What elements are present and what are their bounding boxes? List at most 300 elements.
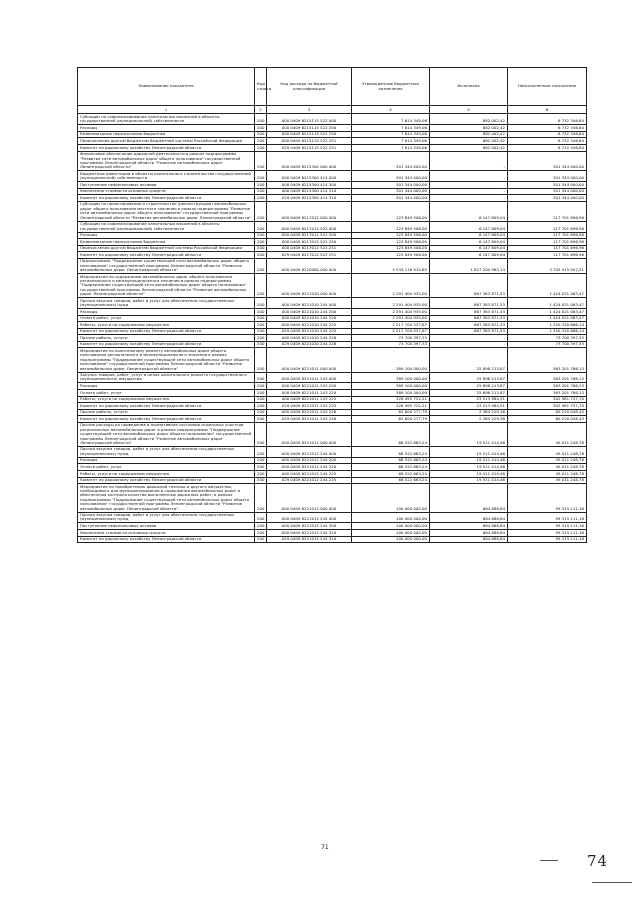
row-line-code: 200 bbox=[255, 396, 267, 403]
row-budget-code: 000 0409 6215115 522 251 bbox=[267, 138, 352, 145]
row-budget-code: 029 0409 6215115 522 251 bbox=[267, 145, 352, 152]
row-unexecuted: 6 732 346,64 bbox=[508, 145, 587, 152]
row-unexecuted: 301 344 000,00 bbox=[508, 182, 587, 189]
row-unexecuted: 302 981 737,70 bbox=[508, 396, 587, 403]
table-row bbox=[78, 258, 587, 273]
row-budget-code: 000 0409 6221012 244 225 bbox=[267, 470, 352, 477]
row-name: Бюджетные инвестиции в объекты капитального строительства государственной (муниципальной) собственности bbox=[78, 171, 255, 182]
row-approved: 100 000 000,00 bbox=[352, 530, 430, 537]
row-approved: 68 522 663,24 bbox=[352, 446, 430, 457]
row-unexecuted: 301 344 000,00 bbox=[508, 151, 587, 171]
row-executed: 882 002,42 bbox=[430, 131, 508, 138]
row-approved: 2 217 704 537,67 bbox=[352, 328, 430, 335]
row-name: Поступление нефинансовых активов bbox=[78, 523, 255, 530]
row-executed: 1 827 200 963,14 bbox=[430, 258, 508, 273]
row-budget-code: 000 0409 6221011 243 225 bbox=[267, 396, 352, 403]
row-name: Расходы bbox=[78, 232, 255, 239]
row-executed: 882 002,42 bbox=[430, 145, 508, 152]
row-line-code: 200 bbox=[255, 145, 267, 152]
row-unexecuted: 99 315 111,16 bbox=[508, 530, 587, 537]
row-name: Работы, услуги по содержанию имущества bbox=[78, 322, 255, 329]
row-line-code: 200 bbox=[255, 201, 267, 221]
row-budget-code: 029 0409 6221011 243 226 bbox=[267, 416, 352, 423]
row-executed: - bbox=[430, 171, 508, 182]
row-unexecuted: 49 011 248,78 bbox=[508, 470, 587, 477]
row-unexecuted: 99 315 111,16 bbox=[508, 484, 587, 512]
row-name: Оплата работ, услуг bbox=[78, 464, 255, 471]
row-line-code: 200 bbox=[255, 221, 267, 232]
row-executed: 867 383 871,53 bbox=[430, 298, 508, 309]
row-line-code: 200 bbox=[255, 328, 267, 335]
header-indicator-name: Наименование показателя bbox=[78, 68, 255, 106]
row-unexecuted: 3 705 915 947,51 bbox=[508, 258, 587, 273]
row-executed: - bbox=[430, 182, 508, 189]
row-unexecuted: 6 732 346,64 bbox=[508, 131, 587, 138]
row-unexecuted: 117 701 696,96 bbox=[508, 221, 587, 232]
row-executed: 25 898 213,87 bbox=[430, 383, 508, 390]
row-approved: 62 604 277,79 bbox=[352, 409, 430, 416]
row-line-code: 200 bbox=[255, 315, 267, 322]
row-name: Расходы bbox=[78, 125, 255, 132]
row-name: Комитет по дорожному хозяйству Ленинградской области bbox=[78, 477, 255, 484]
row-executed: 2 384 229,36 bbox=[430, 409, 508, 416]
row-name: Комитет по дорожному хозяйству Ленинградской области bbox=[78, 403, 255, 410]
row-unexecuted: 1 424 021 063,47 bbox=[508, 298, 587, 309]
row-executed: 25 898 213,87 bbox=[430, 390, 508, 397]
row-name: Оплата работ, услуг bbox=[78, 315, 255, 322]
row-unexecuted: 99 315 111,16 bbox=[508, 512, 587, 523]
budget-report-sheet bbox=[77, 67, 586, 543]
row-approved: 389 100 000,00 bbox=[352, 372, 430, 383]
row-executed: 19 511 414,46 bbox=[430, 422, 508, 446]
row-name: Комитет по дорожному хозяйству Ленинградской области bbox=[78, 195, 255, 202]
header-budget-code: Код расхода по бюджетной классификации bbox=[267, 68, 352, 106]
row-budget-code: 000 0409 6221011 243 200 bbox=[267, 383, 352, 390]
row-unexecuted: 49 011 248,78 bbox=[508, 464, 587, 471]
row-approved: 123 849 506,00 bbox=[352, 252, 430, 259]
table-row bbox=[78, 151, 587, 171]
row-line-code: 200 bbox=[255, 252, 267, 259]
row-unexecuted: 1 350 320 666,14 bbox=[508, 328, 587, 335]
row-approved: 2 217 704 537,67 bbox=[352, 322, 430, 329]
row-line-code: 200 bbox=[255, 182, 267, 189]
row-approved: 7 614 349,06 bbox=[352, 125, 430, 132]
row-unexecuted: 363 201 786,13 bbox=[508, 348, 587, 372]
row-line-code: 200 bbox=[255, 298, 267, 309]
row-approved: 7 614 349,06 bbox=[352, 131, 430, 138]
row-name: Комитет по дорожному хозяйству Ленинградской области bbox=[78, 536, 255, 543]
row-unexecuted: 363 201 786,13 bbox=[508, 372, 587, 383]
row-name: Безвозмездные перечисления бюджетам bbox=[78, 239, 255, 246]
handwritten-sheet-number: 74 bbox=[587, 852, 609, 870]
row-approved: 123 849 506,00 bbox=[352, 239, 430, 246]
row-budget-code: 029 0409 6221011 243 225 bbox=[267, 403, 352, 410]
row-executed: 684 888,84 bbox=[430, 536, 508, 543]
row-line-code: 200 bbox=[255, 390, 267, 397]
row-name: Комитет по дорожному хозяйству Ленинградской области bbox=[78, 341, 255, 348]
row-budget-code: 029 0409 6215300 414 310 bbox=[267, 195, 352, 202]
row-line-code: 200 bbox=[255, 464, 267, 471]
row-executed: 6 147 809,04 bbox=[430, 201, 508, 221]
row-name: Поступление нефинансовых активов bbox=[78, 182, 255, 189]
row-unexecuted: 73 700 397,33 bbox=[508, 335, 587, 342]
row-approved: 389 100 000,00 bbox=[352, 383, 430, 390]
table-row bbox=[78, 114, 587, 125]
row-name: Подпрограмма "Поддержание существующей сети автомобильных дорог общего пользования" государственной программы Ленинградской области "Развитие автомобильных дорог Ленинградской области" bbox=[78, 258, 255, 273]
row-name: Перечисления другим бюджетам бюджетной системы Российской Федерации bbox=[78, 245, 255, 252]
row-name: Прочие работы, услуги bbox=[78, 409, 255, 416]
row-unexecuted: 117 701 696,96 bbox=[508, 252, 587, 259]
row-unexecuted: 1 350 320 666,14 bbox=[508, 322, 587, 329]
row-unexecuted: 117 701 696,96 bbox=[508, 239, 587, 246]
row-name: Комитет по дорожному хозяйству Ленинградской области bbox=[78, 328, 255, 335]
row-approved: 7 614 349,06 bbox=[352, 145, 430, 152]
row-name: Работы, услуги по содержанию имущества bbox=[78, 470, 255, 477]
row-approved: 389 100 000,00 bbox=[352, 348, 430, 372]
row-executed: 19 511 414,46 bbox=[430, 470, 508, 477]
table-row bbox=[78, 221, 587, 232]
row-line-code: 200 bbox=[255, 171, 267, 182]
row-approved: 100 000 000,00 bbox=[352, 523, 430, 530]
row-unexecuted: 99 315 111,16 bbox=[508, 536, 587, 543]
row-budget-code: 000 0409 6221012 000 000 bbox=[267, 422, 352, 446]
row-unexecuted: 49 011 248,78 bbox=[508, 422, 587, 446]
row-approved: 301 344 000,00 bbox=[352, 195, 430, 202]
row-line-code: 200 bbox=[255, 470, 267, 477]
row-executed: 867 383 871,53 bbox=[430, 309, 508, 316]
row-line-code: 200 bbox=[255, 403, 267, 410]
row-approved: 7 614 349,06 bbox=[352, 114, 430, 125]
row-approved: 62 604 277,79 bbox=[352, 416, 430, 423]
row-name: Прочая закупка товаров, работ и услуг для обеспечения государственных (муниципальных) нужд bbox=[78, 298, 255, 309]
row-line-code: 200 bbox=[255, 138, 267, 145]
row-line-code: 200 bbox=[255, 322, 267, 329]
row-line-code: 200 bbox=[255, 195, 267, 202]
table-row bbox=[78, 171, 587, 182]
row-unexecuted: 302 981 737,70 bbox=[508, 403, 587, 410]
row-unexecuted: 363 201 786,13 bbox=[508, 383, 587, 390]
row-executed: 882 002,42 bbox=[430, 125, 508, 132]
header-approved: Утвержденные бюджетные назначения bbox=[352, 68, 430, 106]
row-name: Прочие расходы на приведение в нормативное состояние отдельных участков региональных автомобильных дорог в рамках подпрограммы "Поддержание существующей сети автомобильных дорог общего пользования" государственной программы Ленинградской области "Развитие автомобильных дорог Ленинградской области" bbox=[78, 422, 255, 446]
table-row bbox=[78, 201, 587, 221]
row-executed: 6 147 809,04 bbox=[430, 252, 508, 259]
table-row bbox=[78, 372, 587, 383]
row-budget-code: 029 0409 6221015 244 310 bbox=[267, 536, 352, 543]
row-executed: 867 383 871,53 bbox=[430, 274, 508, 298]
row-budget-code: 000 0409 6215115 522 000 bbox=[267, 114, 352, 125]
row-executed: 19 511 414,46 bbox=[430, 477, 508, 484]
row-name: Расходы bbox=[78, 309, 255, 316]
row-budget-code: 029 0409 6217012 522 251 bbox=[267, 252, 352, 259]
row-name: Субсидии на проектирование и строительство (реконструкцию) автомобильных дорог общего пользования местного значения в рамках подпрограммы "Развитие сети автомобильных дорог общего пользования" государственной программы Ленинградской области "Развитие автомобильных дорог Ленинградской области" bbox=[78, 201, 255, 221]
row-line-code: 200 bbox=[255, 422, 267, 446]
row-name: Закупка товаров, работ, услуг в целях капитального ремонта государственного (муниципального) имущества bbox=[78, 372, 255, 383]
row-executed: 882 002,42 bbox=[430, 114, 508, 125]
row-unexecuted: 49 011 248,78 bbox=[508, 477, 587, 484]
row-executed: - bbox=[430, 341, 508, 348]
row-executed: - bbox=[430, 188, 508, 195]
header-line-code: Код строки bbox=[255, 68, 267, 106]
row-budget-code: 000 0409 6215300 414 310 bbox=[267, 188, 352, 195]
row-approved: 301 344 000,00 bbox=[352, 188, 430, 195]
row-executed: 19 511 414,46 bbox=[430, 457, 508, 464]
row-line-code: 200 bbox=[255, 245, 267, 252]
row-line-code: 200 bbox=[255, 239, 267, 246]
row-budget-code: 000 0409 6221012 244 200 bbox=[267, 457, 352, 464]
row-executed: 684 888,84 bbox=[430, 523, 508, 530]
row-budget-code: 000 0409 6217012 522 200 bbox=[267, 232, 352, 239]
row-name: Перечисления другим бюджетам бюджетной системы Российской Федерации bbox=[78, 138, 255, 145]
table-row bbox=[78, 536, 587, 543]
row-executed: 25 898 213,87 bbox=[430, 372, 508, 383]
row-budget-code: 000 0409 6221010 244 000 bbox=[267, 298, 352, 309]
row-unexecuted: 6 732 346,64 bbox=[508, 114, 587, 125]
row-name: Мероприятия по содержанию автомобильных дорог общего пользования регионального и межмуниципального значения в рамках подпрограммы "Поддержание существующей сети автомобильных дорог общего пользования" государственной программы Ленинградской области "Развитие автомобильных дорог Ленинградской области" bbox=[78, 274, 255, 298]
row-line-code: 200 bbox=[255, 348, 267, 372]
row-name: Субсидии на софинансирование капитальных вложений в объекты государственной (муниципальной) собственности bbox=[78, 221, 255, 232]
row-name: Расходы bbox=[78, 383, 255, 390]
row-budget-code: 000 0409 6221015 000 000 bbox=[267, 484, 352, 512]
row-unexecuted: 49 011 248,78 bbox=[508, 446, 587, 457]
row-unexecuted: 73 700 397,33 bbox=[508, 341, 587, 348]
row-budget-code: 000 0409 6217012 522 000 bbox=[267, 221, 352, 232]
row-executed: - bbox=[430, 335, 508, 342]
table-body bbox=[78, 114, 587, 543]
row-name: Оплата работ, услуг bbox=[78, 390, 255, 397]
row-line-code: 200 bbox=[255, 309, 267, 316]
row-budget-code: 000 0409 6215300 414 000 bbox=[267, 171, 352, 182]
row-unexecuted: 117 701 696,96 bbox=[508, 232, 587, 239]
row-executed: - bbox=[430, 151, 508, 171]
row-line-code: 200 bbox=[255, 131, 267, 138]
row-executed: 2 384 229,36 bbox=[430, 416, 508, 423]
row-line-code: 200 bbox=[255, 274, 267, 298]
row-executed: 6 147 809,04 bbox=[430, 232, 508, 239]
row-approved: 123 849 506,00 bbox=[352, 201, 430, 221]
row-budget-code: 000 0409 6221015 244 310 bbox=[267, 530, 352, 537]
row-line-code: 200 bbox=[255, 341, 267, 348]
row-name: Комитет по дорожному хозяйству Ленинградской области bbox=[78, 145, 255, 152]
row-approved: 100 000 000,00 bbox=[352, 512, 430, 523]
row-approved: 123 849 506,00 bbox=[352, 232, 430, 239]
row-budget-code: 000 0409 6221010 244 200 bbox=[267, 309, 352, 316]
row-budget-code: 000 0409 6215300 000 000 bbox=[267, 151, 352, 171]
table-row bbox=[78, 446, 587, 457]
row-budget-code: 000 0409 6221011 243 220 bbox=[267, 390, 352, 397]
row-unexecuted: 99 315 111,16 bbox=[508, 523, 587, 530]
row-executed: 684 888,84 bbox=[430, 512, 508, 523]
row-executed: 23 513 984,51 bbox=[430, 403, 508, 410]
row-unexecuted: 301 344 000,00 bbox=[508, 188, 587, 195]
row-executed: 867 383 871,53 bbox=[430, 322, 508, 329]
row-unexecuted: 117 701 696,96 bbox=[508, 245, 587, 252]
row-unexecuted: 1 424 021 063,47 bbox=[508, 274, 587, 298]
row-executed: 684 888,84 bbox=[430, 530, 508, 537]
row-approved: 100 000 000,00 bbox=[352, 484, 430, 512]
row-budget-code: 000 0409 6215115 522 200 bbox=[267, 125, 352, 132]
row-line-code: 200 bbox=[255, 477, 267, 484]
row-unexecuted: 6 732 346,64 bbox=[508, 138, 587, 145]
row-budget-code: 000 0409 6217012 522 250 bbox=[267, 239, 352, 246]
stamp-dash-left bbox=[540, 860, 558, 861]
row-name: Безвозмездные перечисления бюджетам bbox=[78, 131, 255, 138]
row-line-code: 200 bbox=[255, 523, 267, 530]
column-number: 5 bbox=[430, 106, 508, 114]
row-name: Расходы bbox=[78, 457, 255, 464]
row-line-code: 200 bbox=[255, 232, 267, 239]
row-name: Увеличение стоимости основных средств bbox=[78, 530, 255, 537]
page-number: 71 bbox=[321, 844, 329, 851]
row-approved: 301 344 000,00 bbox=[352, 182, 430, 189]
row-budget-code: 000 0409 6221010 000 000 bbox=[267, 274, 352, 298]
row-budget-code: 029 0409 6221010 244 226 bbox=[267, 341, 352, 348]
row-line-code: 200 bbox=[255, 512, 267, 523]
row-name: Прочая закупка товаров, работ и услуг для обеспечения государственных (муниципальных) нужд bbox=[78, 512, 255, 523]
row-unexecuted: 60 220 048,43 bbox=[508, 409, 587, 416]
row-approved: 326 495 722,21 bbox=[352, 403, 430, 410]
row-name: Мероприятия по приобретению дорожной техники и другого имущества, необходимого для функционирования и содержания автомобильных дорог и обеспечения контроля качества выполненных дорожных работ, в рамках подпрограммы "Поддержание существующей сети автомобильных дорог общего пользования" государственной программы Ленинградской области "Развитие автомобильных дорог Ленинградской области" bbox=[78, 484, 255, 512]
row-budget-code: 000 0409 6221010 244 220 bbox=[267, 315, 352, 322]
header-unexecuted: Неисполненные назначения bbox=[508, 68, 587, 106]
row-approved: 68 522 663,24 bbox=[352, 470, 430, 477]
row-budget-code: 029 0409 6221010 244 225 bbox=[267, 328, 352, 335]
row-unexecuted: 60 220 048,43 bbox=[508, 416, 587, 423]
row-line-code: 200 bbox=[255, 335, 267, 342]
row-unexecuted: 363 201 786,13 bbox=[508, 390, 587, 397]
row-approved: 389 100 000,00 bbox=[352, 390, 430, 397]
column-number: 2 bbox=[255, 106, 267, 114]
row-name: Прочая закупка товаров, работ и услуг для обеспечения государственных (муниципальных) нужд bbox=[78, 446, 255, 457]
row-budget-code: 000 0409 6217012 522 251 bbox=[267, 245, 352, 252]
row-executed: 684 888,84 bbox=[430, 484, 508, 512]
row-approved: 2 291 404 935,00 bbox=[352, 298, 430, 309]
row-budget-code: 000 0409 6221012 244 220 bbox=[267, 464, 352, 471]
table-row bbox=[78, 484, 587, 512]
row-approved: 5 533 116 910,65 bbox=[352, 258, 430, 273]
row-name: Прочие работы, услуги bbox=[78, 335, 255, 342]
column-number: 1 bbox=[78, 106, 255, 114]
stamp-dash-right bbox=[592, 882, 632, 883]
row-line-code: 200 bbox=[255, 416, 267, 423]
row-approved: 68 522 663,24 bbox=[352, 477, 430, 484]
row-name: Мероприятия по капитальному ремонту автомобильных дорог общего пользования регионального и межмуниципального значения в рамках подпрограммы "Поддержание существующей сети автомобильных дорог общего пользования" государственной программы Ленинградской области "Развитие автомобильных дорог Ленинградской области" bbox=[78, 348, 255, 372]
table-row bbox=[78, 298, 587, 309]
row-budget-code: 000 0409 6221015 244 000 bbox=[267, 512, 352, 523]
row-approved: 68 522 663,24 bbox=[352, 457, 430, 464]
row-unexecuted: 301 344 000,00 bbox=[508, 195, 587, 202]
row-budget-code: 000 0409 6221010 244 226 bbox=[267, 335, 352, 342]
row-line-code: 200 bbox=[255, 457, 267, 464]
row-budget-code: 000 0409 6221015 244 300 bbox=[267, 523, 352, 530]
budget-execution-table bbox=[77, 67, 587, 543]
table-row bbox=[78, 512, 587, 523]
row-line-code: 200 bbox=[255, 536, 267, 543]
row-executed: 882 002,42 bbox=[430, 138, 508, 145]
row-approved: 73 700 397,33 bbox=[352, 341, 430, 348]
row-executed: 19 511 414,46 bbox=[430, 464, 508, 471]
row-line-code: 200 bbox=[255, 530, 267, 537]
row-approved: 68 522 663,24 bbox=[352, 422, 430, 446]
row-name: Комитет по дорожному хозяйству Ленинградской области bbox=[78, 252, 255, 259]
row-approved: 123 849 506,00 bbox=[352, 245, 430, 252]
row-line-code: 200 bbox=[255, 446, 267, 457]
row-approved: 301 344 000,00 bbox=[352, 151, 430, 171]
row-approved: 7 614 349,06 bbox=[352, 138, 430, 145]
row-executed: 25 898 213,87 bbox=[430, 348, 508, 372]
row-unexecuted: 49 011 248,78 bbox=[508, 457, 587, 464]
row-budget-code: 029 0409 6221012 244 225 bbox=[267, 477, 352, 484]
row-budget-code: 000 0409 6217012 000 000 bbox=[267, 201, 352, 221]
row-approved: 123 849 506,00 bbox=[352, 221, 430, 232]
row-budget-code: 000 0409 6221010 244 225 bbox=[267, 322, 352, 329]
row-line-code: 200 bbox=[255, 484, 267, 512]
row-line-code: 200 bbox=[255, 188, 267, 195]
row-unexecuted: 301 344 000,00 bbox=[508, 171, 587, 182]
row-approved: 2 291 404 935,00 bbox=[352, 274, 430, 298]
row-budget-code: 000 0409 6221011 000 000 bbox=[267, 348, 352, 372]
row-name: Комитет по дорожному хозяйству Ленинградской области bbox=[78, 416, 255, 423]
row-approved: 2 291 404 935,00 bbox=[352, 315, 430, 322]
row-approved: 326 495 722,21 bbox=[352, 396, 430, 403]
row-line-code: 200 bbox=[255, 409, 267, 416]
row-approved: 68 522 663,24 bbox=[352, 464, 430, 471]
row-unexecuted: 1 424 021 063,47 bbox=[508, 309, 587, 316]
row-line-code: 200 bbox=[255, 258, 267, 273]
row-line-code: 200 bbox=[255, 151, 267, 171]
header-row bbox=[78, 68, 587, 106]
row-line-code: 200 bbox=[255, 383, 267, 390]
row-budget-code: 000 0409 6215115 522 250 bbox=[267, 131, 352, 138]
row-name: Работы, услуги по содержанию имущества bbox=[78, 396, 255, 403]
row-budget-code: 000 0409 6220000 000 000 bbox=[267, 258, 352, 273]
row-unexecuted: 6 732 346,64 bbox=[508, 125, 587, 132]
column-number-row bbox=[78, 106, 587, 114]
row-approved: 2 291 404 935,00 bbox=[352, 309, 430, 316]
row-name: Финансовое обеспечение дорожной деятельности в рамках подпрограммы "Развитие сети автомобильных дорог общего пользования" государственной программы Ленинградской области "Развитие автомобильных дорог Ленинградской области" bbox=[78, 151, 255, 171]
row-budget-code: 000 0409 6215300 414 300 bbox=[267, 182, 352, 189]
column-number: 4 bbox=[352, 106, 430, 114]
row-line-code: 200 bbox=[255, 114, 267, 125]
row-executed: 23 513 984,51 bbox=[430, 396, 508, 403]
row-unexecuted: 1 424 021 063,47 bbox=[508, 315, 587, 322]
row-unexecuted: 117 701 696,96 bbox=[508, 201, 587, 221]
row-executed: 6 147 809,04 bbox=[430, 245, 508, 252]
row-budget-code: 000 0409 6221011 243 226 bbox=[267, 409, 352, 416]
row-name: Субсидии на софинансирование капитальных вложений в объекты государственной (муниципальной) собственности bbox=[78, 114, 255, 125]
row-name: Увеличение стоимости основных средств bbox=[78, 188, 255, 195]
row-executed: 867 383 871,53 bbox=[430, 315, 508, 322]
row-approved: 301 344 000,00 bbox=[352, 171, 430, 182]
table-row bbox=[78, 274, 587, 298]
row-executed: 19 511 414,46 bbox=[430, 446, 508, 457]
row-executed: 6 147 809,04 bbox=[430, 221, 508, 232]
row-executed: 867 383 871,53 bbox=[430, 328, 508, 335]
row-line-code: 200 bbox=[255, 125, 267, 132]
column-number: 3 bbox=[267, 106, 352, 114]
row-executed: - bbox=[430, 195, 508, 202]
column-number: 6 bbox=[508, 106, 587, 114]
row-approved: 100 000 000,00 bbox=[352, 536, 430, 543]
row-executed: 6 147 809,04 bbox=[430, 239, 508, 246]
row-approved: 73 700 397,33 bbox=[352, 335, 430, 342]
table-row bbox=[78, 422, 587, 446]
row-budget-code: 000 0409 6221011 243 000 bbox=[267, 372, 352, 383]
row-line-code: 200 bbox=[255, 372, 267, 383]
row-budget-code: 000 0409 6221012 244 000 bbox=[267, 446, 352, 457]
table-row bbox=[78, 348, 587, 372]
header-executed: Исполнено bbox=[430, 68, 508, 106]
